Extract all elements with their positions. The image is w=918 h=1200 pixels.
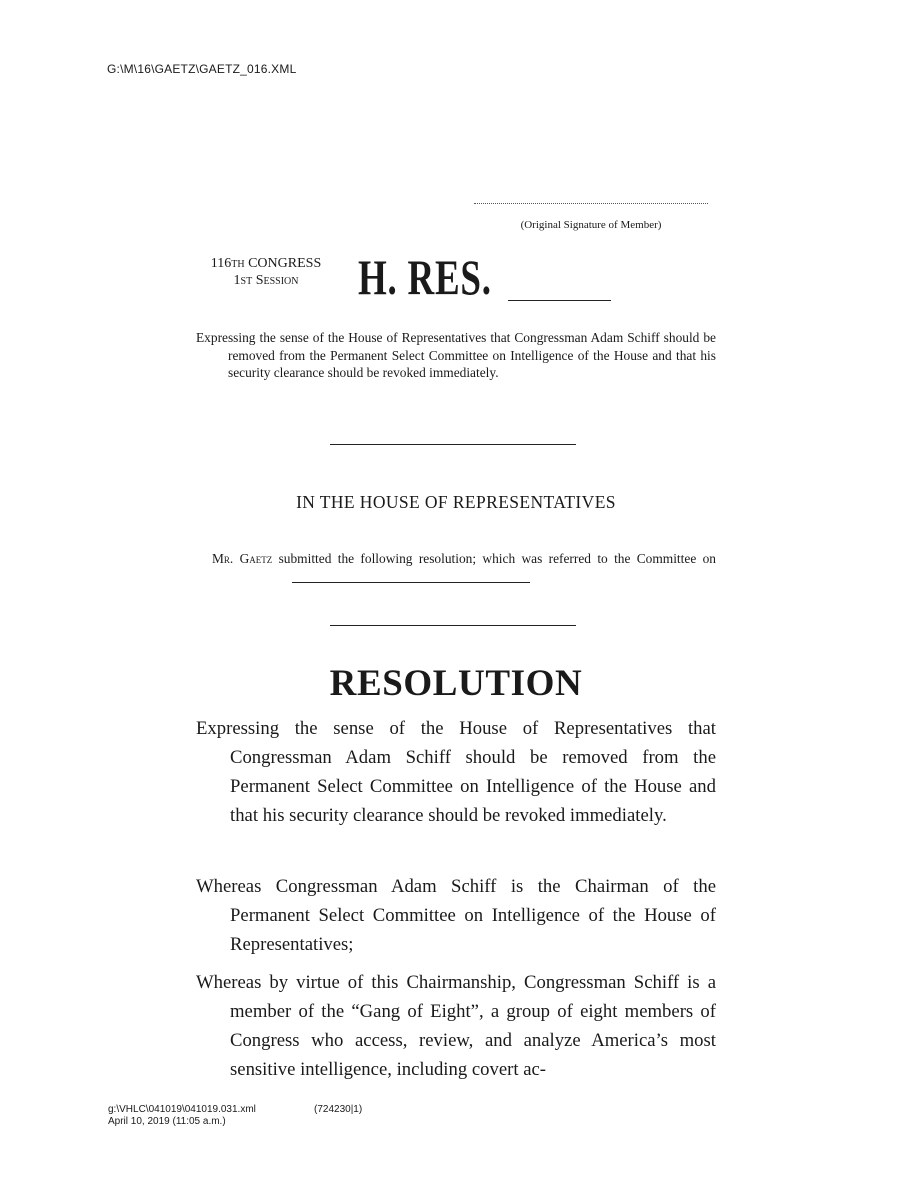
congress-session-block <box>196 255 336 289</box>
chamber-heading: IN THE HOUSE OF REPRESENTATIVES <box>296 492 616 512</box>
signature-caption: (Original Signature of Member) <box>520 219 662 231</box>
committee-blank <box>292 570 530 583</box>
whereas-clause: Whereas Congressman Adam Schiff is the Chairman of the Permanent Select Committee on Intelligence of the House of Representatives; <box>196 876 716 955</box>
whereas-clause: Whereas by virtue of this Chairmanship, Congressman Schiff is a member of the “Gang of Eight”, a group of eight members of Congress who access, review, and analyze America’s most sensitive intelligence, including covert ac- <box>196 972 716 1080</box>
summary-title: Expressing the sense of the House of Representatives that Congressman Adam Schiff should be removed from the Permanent Select Committee on Intelligence of the House and that his security clearance should be revoked immediately. <box>196 330 716 380</box>
divider-rule <box>330 625 576 626</box>
footer-code: (724230|1) <box>314 1104 363 1115</box>
file-path: G:\M\16\GAETZ\GAETZ_016.XML <box>107 62 297 76</box>
sponsor-name: Mr. Gaetz <box>212 551 273 566</box>
bill-number-blank <box>508 300 611 301</box>
footer-timestamp: April 10, 2019 (11:05 a.m.) <box>108 1116 226 1127</box>
divider-rule <box>330 444 576 445</box>
footer-path: g:\VHLC\041019\041019.031.xml <box>108 1104 256 1115</box>
footer-file-info <box>108 1104 256 1128</box>
submission-statement: Mr. Gaetz submitted the following resolution; which was referred to the Committee on <box>196 549 716 589</box>
resolution-heading: RESOLUTION <box>329 663 583 704</box>
official-title-paragraph: Expressing the sense of the House of Representatives that Congressman Adam Schiff should be removed from the Permanent Select Committee on Intelligence of the House and that his security clearance should be revoked immediately. <box>196 718 716 826</box>
bill-type-title: H. RES. <box>358 249 492 305</box>
session-label: 1st Session <box>233 273 299 288</box>
signature-line <box>474 203 708 204</box>
congress-label: 116th CONGRESS <box>210 256 322 271</box>
